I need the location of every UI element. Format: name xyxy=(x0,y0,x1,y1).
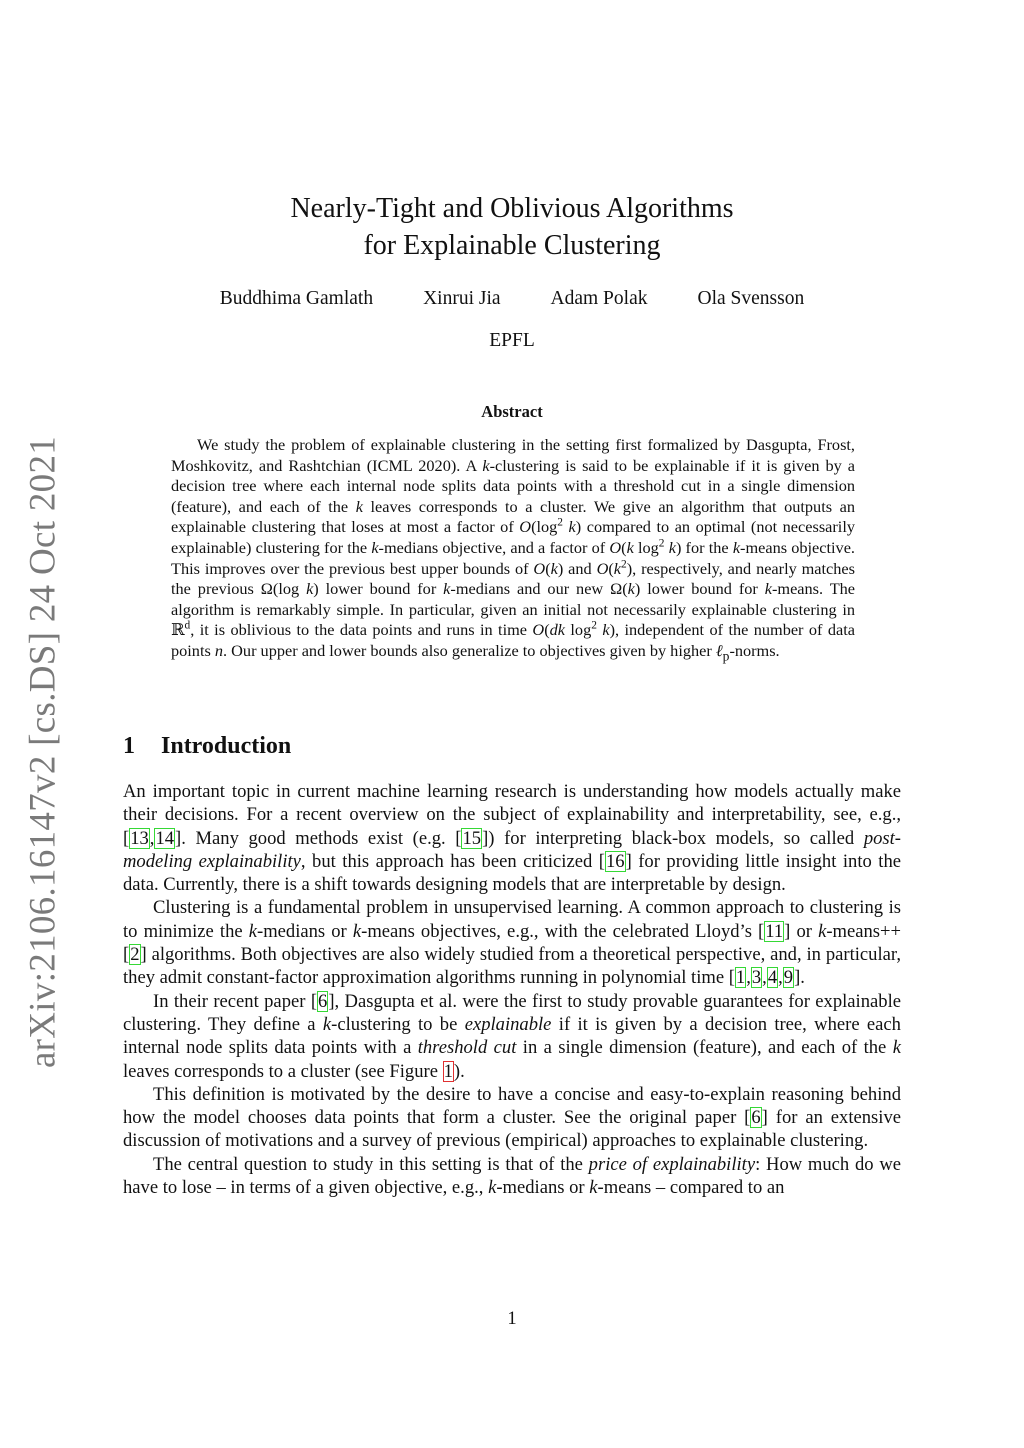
citation-link[interactable]: 6 xyxy=(318,990,328,1012)
math-or-emphasis: n xyxy=(214,640,224,660)
math-or-emphasis: threshold cut xyxy=(417,1037,517,1059)
paragraph: An important topic in current machine learning research is understanding how models actually make their decisions. For a recent overview on the subject of explainability and interpretability, see, e.g., [13,14]. Many good methods exist (e.g. [15]) for interpreting black-box models, so called post-modeling explainability, but this approach has been criticized [16] for providing little insight into the data. Currently, there is a shift towards designing models that are interpretable by design. xyxy=(123,781,901,896)
math-or-emphasis: k xyxy=(371,537,379,557)
math-or-emphasis: k xyxy=(568,517,576,537)
math-or-emphasis: post-modeling explainability xyxy=(123,827,901,872)
body-text xyxy=(123,780,901,1199)
citation-link[interactable]: 16 xyxy=(605,850,625,872)
math-or-emphasis: O xyxy=(532,620,545,640)
math-or-emphasis: dk xyxy=(549,620,565,640)
math-or-emphasis: k xyxy=(627,579,635,599)
math-or-emphasis: k xyxy=(443,579,451,599)
subscript: p xyxy=(722,648,730,664)
math-or-emphasis: price of explainability xyxy=(588,1153,756,1175)
paragraph: The central question to study in this setting is that of the price of explainability: How much do we have to lose – in terms of a given objective, e.g., k-medians or k-means – compared to an xyxy=(123,1153,902,1199)
abstract-heading: Abstract xyxy=(481,402,543,421)
math-or-emphasis: k xyxy=(355,496,363,516)
abstract-text: We study the problem of explainable clustering in the setting first formalized by Dasgupta, Frost, Moshkovitz, and Rashtchian (ICML 2020). A k-clustering is said to be explainable if it is given by a decision tree where each internal node splits data points with a threshold cut in a single dimension (feature), and each of the k leaves corresponds to a cluster. We give an algorithm that outputs an explainable clustering that loses at most a factor of $O(\log^2$ k) compared to an optimal (not necessarily explainable) clustering for the k-medians objective, and a factor of O(k $\log^2 k$) for the k-means objective. This improves over the previous best upper bounds of O(k) and $O(k^2)$, respectively, and nearly matches the previous Ω(log k) lower bound for k-medians and our new Ω(k) lower bound for k-means. The algorithm is remarkably simple. In particular, given an initial not necessarily explainable clustering in ℝ$^d$, it is oblivious to the data points and runs in time O(dk $\log^2 k$), independent of the number of data points n. Our upper and lower bounds also generalize to objectives given by higher ℓ$_p$-norms. xyxy=(171,435,856,664)
math-or-emphasis: k xyxy=(322,1013,332,1035)
title-line-2: for Explainable Clustering xyxy=(363,230,661,261)
citation-link[interactable]: 4 xyxy=(767,967,778,989)
math-or-emphasis: k xyxy=(892,1037,901,1059)
arxiv-identifier: arXiv:2106.16147v2 [cs.DS] 24 Oct 2021 xyxy=(22,435,64,1069)
math-or-emphasis: ℓ xyxy=(715,640,723,660)
citation-link[interactable]: 15 xyxy=(462,827,482,849)
math-or-emphasis: O xyxy=(596,558,609,578)
superscript: 2 xyxy=(591,619,597,632)
section-title: Introduction xyxy=(161,733,292,759)
superscript: d xyxy=(184,619,191,632)
citation-link[interactable]: 13 xyxy=(130,827,149,849)
citation-link[interactable]: 2 xyxy=(130,944,140,966)
math-or-emphasis: k xyxy=(764,579,772,599)
math-or-emphasis: k xyxy=(626,537,634,557)
section-number: 1 xyxy=(123,733,135,759)
author: Xinrui Jia xyxy=(423,288,501,309)
math-or-emphasis: k xyxy=(818,920,827,942)
page-number: 1 xyxy=(507,1308,517,1329)
paragraph: In their recent paper [6], Dasgupta et al. were the first to study provable guarantees for explainable clustering. They define a k-clustering to be explainable if it is given by a decision tree, where each internal node splits data points with a threshold cut in a single dimension (feature), and each of the k leaves corresponds to a cluster (see Figure 1). xyxy=(123,990,901,1082)
citation-link[interactable]: 11 xyxy=(765,920,784,942)
math-or-emphasis: O xyxy=(519,517,532,537)
title-line-1: Nearly-Tight and Oblivious Algorithms xyxy=(290,193,734,224)
author: Buddhima Gamlath xyxy=(219,288,374,309)
citation-link[interactable]: 3 xyxy=(751,967,762,989)
math-or-emphasis: k xyxy=(550,558,558,578)
author: Ola Svensson xyxy=(697,288,805,309)
math-or-emphasis: k xyxy=(248,920,257,942)
math-or-emphasis: k xyxy=(613,558,621,578)
math-or-emphasis: k xyxy=(488,1177,497,1199)
superscript: 2 xyxy=(621,558,627,571)
math-or-emphasis: k xyxy=(602,620,610,640)
math-or-emphasis: k xyxy=(352,920,362,942)
superscript: 2 xyxy=(557,516,563,529)
math-or-emphasis: k xyxy=(589,1177,598,1199)
paragraph: This definition is motivated by the desire to have a concise and easy-to-explain reasoning behind how the model chooses data points that form a cluster. See the original paper [6] for an extensive discussion of motivations and a survey of previous (empirical) approaches to explainable clustering. xyxy=(123,1083,901,1152)
citation-link[interactable]: 6 xyxy=(751,1107,761,1129)
math-or-emphasis: k xyxy=(668,537,676,557)
superscript: 2 xyxy=(658,537,665,550)
citation-link[interactable]: 14 xyxy=(155,827,175,849)
math-or-emphasis: k xyxy=(732,537,741,557)
math-or-emphasis: explainable xyxy=(464,1013,552,1035)
affiliation: EPFL xyxy=(489,330,535,351)
math-or-emphasis: k xyxy=(306,579,314,599)
citation-link[interactable]: 9 xyxy=(783,967,794,989)
paragraph: Clustering is a fundamental problem in unsupervised learning. A common approach to clustering is to minimize the k-medians or k-means objectives, e.g., with the celebrated Lloyd’s [11] or k-means++ [2] algorithms. Both objectives are also widely studied from a theoretical perspective, and, in particular, they admit constant-factor approximation algorithms running in polynomial time [1,3,4,9]. xyxy=(123,897,901,989)
figure-link[interactable]: 1 xyxy=(443,1060,453,1082)
math-or-emphasis: O xyxy=(533,558,546,578)
author-list xyxy=(0,288,1024,310)
citation-link[interactable]: 1 xyxy=(735,967,746,989)
author: Adam Polak xyxy=(550,288,648,309)
paper-title xyxy=(0,190,1024,264)
math-or-emphasis: O xyxy=(609,537,622,557)
section-heading xyxy=(123,733,291,760)
math-or-emphasis: k xyxy=(482,455,490,475)
